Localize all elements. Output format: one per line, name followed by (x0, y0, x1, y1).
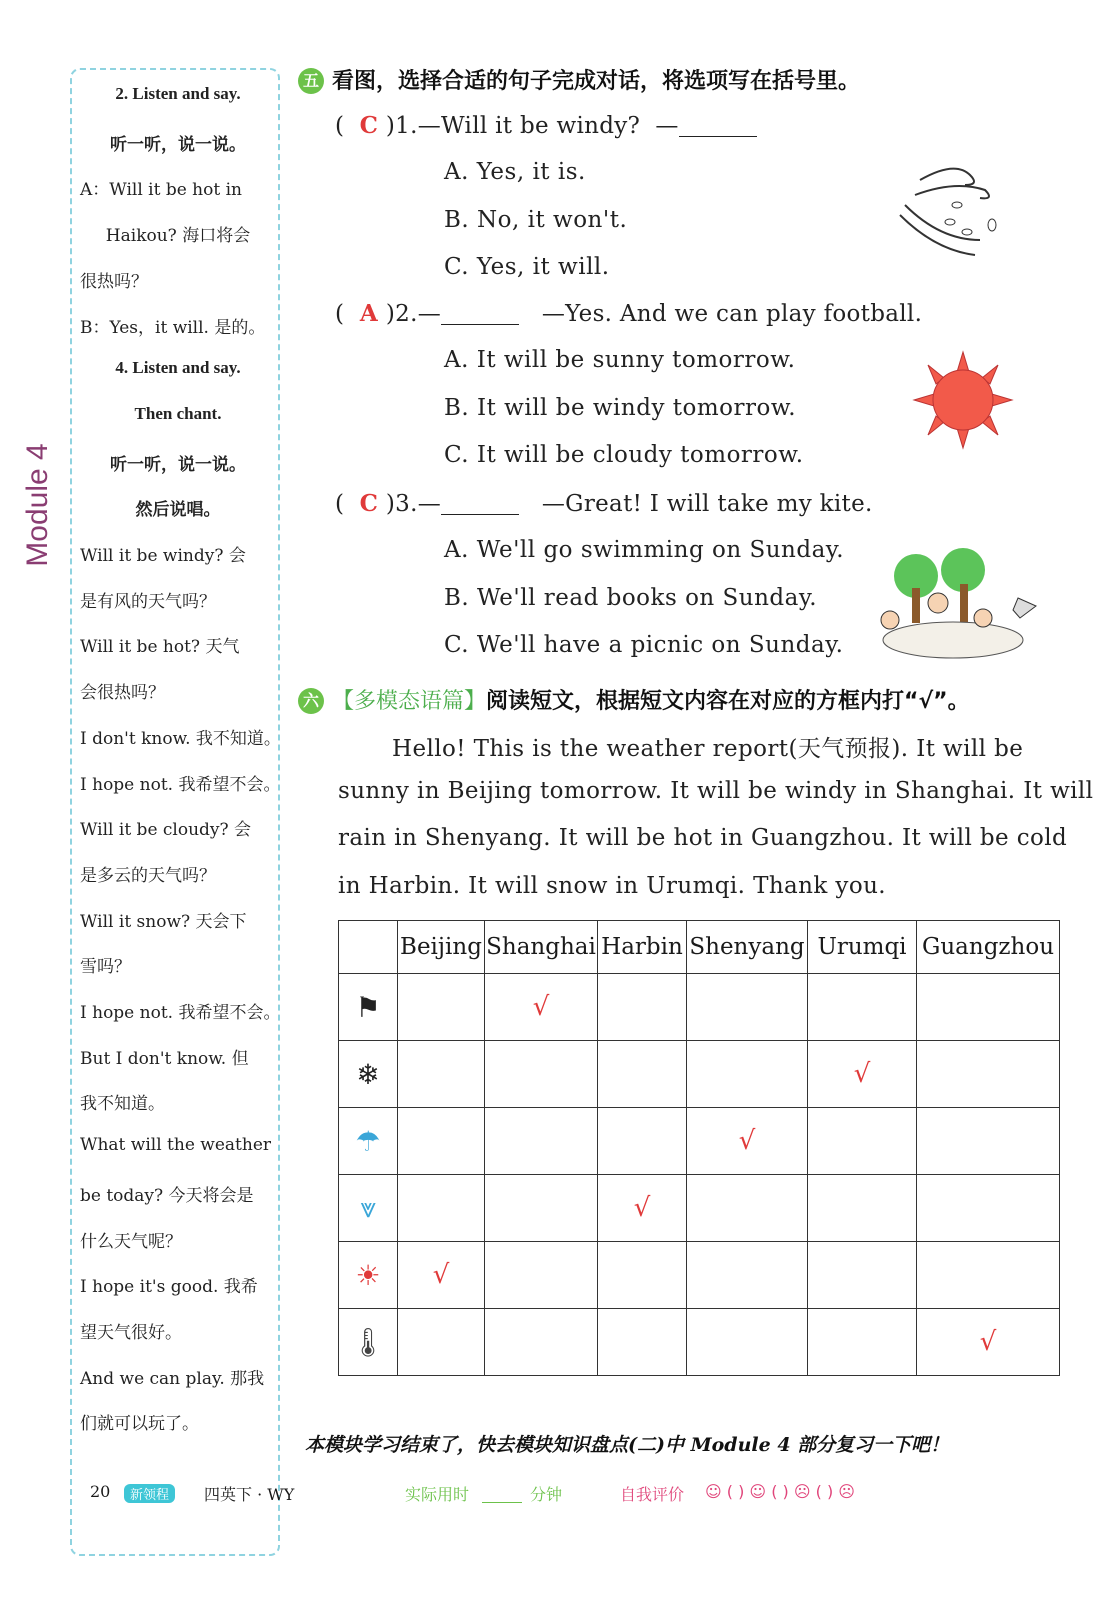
section6-badge: 六 (298, 688, 324, 714)
table-header-row (339, 921, 1060, 974)
page-number: 20 (90, 1482, 111, 1501)
sidebar-line: 2. Listen and say. (115, 84, 241, 103)
sidebar-notes (70, 68, 280, 1556)
tick-mark: √ (633, 1193, 651, 1223)
answer-box[interactable] (598, 1041, 687, 1108)
column-header: Guangzhou (917, 921, 1060, 974)
table-row (339, 1108, 1060, 1175)
question-3: ( C )3.— —Great! I will take my kite. (335, 490, 873, 517)
table-row (339, 1175, 1060, 1242)
sidebar-line: 很热吗？ (80, 271, 148, 292)
answer-box[interactable] (917, 1309, 1060, 1376)
brand-logo: 新领程 (124, 1484, 175, 1503)
passage-line: rain in Shenyang. It will be hot in Guangzhou. It will be cold (338, 825, 1068, 851)
answer-box[interactable] (808, 1242, 917, 1309)
time-blank[interactable] (482, 1488, 522, 1503)
option-b: B. It will be windy tomorrow. (444, 394, 797, 421)
question-prompt: —Will it be windy? (417, 113, 641, 139)
answer-box[interactable] (485, 1242, 598, 1309)
sidebar-line: What will the weather (80, 1135, 272, 1156)
answer-box[interactable] (808, 1041, 917, 1108)
sun-picture (912, 350, 1014, 450)
sidebar-line: 听一听，说一说。 (110, 454, 246, 474)
option-a: A. It will be sunny tomorrow. (444, 347, 796, 373)
tick-mark: √ (738, 1126, 756, 1156)
tick-mark: √ (853, 1059, 871, 1089)
answer-box[interactable] (398, 1041, 485, 1108)
windy-icon: ⚑ (355, 990, 381, 1024)
answer-3[interactable]: C (359, 490, 379, 517)
answer-box[interactable] (485, 974, 598, 1041)
table-corner (339, 921, 398, 974)
answer-box[interactable] (485, 1041, 598, 1108)
section6-title: 阅读短文，根据短文内容在对应的方框内打“√”。 (486, 689, 970, 714)
answer-box[interactable] (687, 974, 808, 1041)
sidebar-line: Will it be hot? 天气 (80, 637, 240, 658)
sidebar-line: 什么天气呢？ (80, 1231, 182, 1252)
answer-box[interactable] (485, 1108, 598, 1175)
answer-box[interactable] (598, 1175, 687, 1242)
answer-box[interactable] (917, 1041, 1060, 1108)
answer-box[interactable] (598, 974, 687, 1041)
table-row (339, 1309, 1060, 1376)
option-a: A. Yes, it is. (444, 159, 586, 185)
answer-box[interactable] (808, 1309, 917, 1376)
answer-box[interactable] (917, 974, 1060, 1041)
answer-1[interactable]: C (359, 112, 379, 139)
answer-box[interactable] (917, 1108, 1060, 1175)
wind-picture (895, 160, 1005, 265)
sidebar-line: And we can play. 那我 (80, 1368, 265, 1389)
time-label: 实际用时 (405, 1485, 470, 1504)
module-label: Module 4 (21, 443, 54, 567)
section6-tag: 【多模态语篇】 (332, 689, 487, 714)
answer-box[interactable] (917, 1242, 1060, 1309)
sidebar-line: 望天气很好。 (80, 1322, 182, 1343)
self-eval-label: 自我评价 (620, 1485, 685, 1504)
answer-box[interactable] (687, 1041, 808, 1108)
weather-icon-cell (339, 1242, 398, 1309)
rain-icon: ☂ (355, 1124, 381, 1158)
sidebar-line: Will it snow? 天会下 (80, 911, 247, 932)
answer-box[interactable] (398, 1108, 485, 1175)
answer-box[interactable] (485, 1175, 598, 1242)
sidebar-line: But I don't know. 但 (80, 1048, 249, 1069)
option-b: B. No, it won't. (444, 206, 628, 233)
answer-box[interactable] (398, 1242, 485, 1309)
tick-mark: √ (979, 1327, 997, 1357)
option-a: A. We'll go swimming on Sunday. (444, 537, 845, 563)
sidebar-line: A：Will it be hot in (80, 180, 242, 201)
sidebar-line: I hope not. 我希望不会。 (80, 1003, 281, 1023)
answer-box[interactable] (687, 1242, 808, 1309)
sidebar-line: Will it be windy? 会 (80, 546, 246, 566)
sidebar-line: I don't know. 我不知道。 (80, 728, 281, 749)
answer-box[interactable] (398, 974, 485, 1041)
answer-box[interactable] (808, 974, 917, 1041)
sidebar-line: 听一听，说一说。 (110, 134, 246, 154)
self-eval-faces[interactable]: ☺ ( ) ☺ ( ) ☹ ( ) ☹ (705, 1482, 855, 1501)
question-number: )1. (385, 113, 418, 139)
option-c: C. Yes, it will. (444, 254, 610, 280)
answer-box[interactable] (398, 1309, 485, 1376)
cold-icon: ⩔ (360, 1191, 376, 1224)
question-prompt: —Yes. And we can play football. (541, 301, 923, 327)
option-b: B. We'll read books on Sunday. (444, 584, 818, 611)
option-c: C. We'll have a picnic on Sunday. (444, 632, 844, 658)
sidebar-line: 们就可以玩了。 (80, 1414, 199, 1435)
sidebar-line: 是有风的天气吗？ (80, 591, 216, 612)
hot-thermometer-icon: 🌡 (350, 1325, 386, 1359)
column-header: Shanghai (485, 921, 598, 974)
answer-blank[interactable] (441, 492, 519, 515)
sidebar-line: Will it be cloudy? 会 (80, 820, 252, 841)
question-2: ( A )2.— —Yes. And we can play football. (335, 300, 923, 327)
table-row (339, 974, 1060, 1041)
answer-blank[interactable] (441, 302, 519, 325)
sidebar-line: be today? 今天将会是 (80, 1185, 254, 1206)
answer-box[interactable] (808, 1108, 917, 1175)
passage-line: in Harbin. It will snow in Urumqi. Thank you. (338, 872, 886, 899)
weather-icon-cell (339, 1108, 398, 1175)
sidebar-line: 4. Listen and say. (115, 358, 241, 378)
table-row (339, 1242, 1060, 1309)
weather-icon-cell (339, 1309, 398, 1376)
column-header: Urumqi (808, 921, 917, 974)
answer-box[interactable] (598, 1309, 687, 1376)
sunny-icon: ☀ (355, 1258, 381, 1292)
sidebar-line: Then chant. (134, 403, 222, 423)
answer-box[interactable] (687, 1309, 808, 1376)
question-number: )3. (385, 491, 418, 517)
passage-line: sunny in Beijing tomorrow. It will be windy in Shanghai. It will (338, 777, 1094, 804)
table-body (339, 974, 1060, 1376)
answer-box[interactable] (485, 1309, 598, 1376)
column-header: Beijing (398, 921, 485, 974)
sidebar-line: B：Yes，it will. 是的。 (80, 317, 266, 338)
sidebar-line: 是多云的天气吗？ (80, 865, 216, 886)
answer-2[interactable]: A (359, 300, 378, 327)
weather-table (338, 920, 1060, 1376)
answer-box[interactable] (598, 1242, 687, 1309)
time-unit: 分钟 (530, 1485, 563, 1504)
section6-header (298, 684, 970, 715)
tick-mark: √ (532, 992, 550, 1022)
weather-icon-cell (339, 974, 398, 1041)
edition-label: 四英下 · WY (204, 1485, 295, 1504)
picnic-picture (868, 548, 1043, 663)
section5-title: 看图，选择合适的句子完成对话，将选项写在括号里。 (332, 69, 861, 94)
sidebar-line: 雪吗？ (80, 957, 131, 978)
column-header: Harbin (598, 921, 687, 974)
column-header: Shenyang (687, 921, 808, 974)
section5-badge: 五 (298, 68, 324, 94)
answer-box[interactable] (917, 1175, 1060, 1242)
end-note: 本模块学习结束了，快去模块知识盘点(二)中 Module 4 部分复习一下吧！ (305, 1434, 950, 1456)
question-number: )2. (385, 301, 418, 327)
sidebar-line: 我不知道。 (80, 1094, 165, 1115)
tick-mark: √ (432, 1260, 450, 1290)
weather-icon-cell (339, 1175, 398, 1242)
answer-blank[interactable] (679, 114, 757, 137)
question-1: ( C )1.—Will it be windy? — (335, 112, 757, 139)
question-prompt: —Great! I will take my kite. (541, 491, 873, 517)
sidebar-line: I hope not. 我希望不会。 (80, 774, 281, 795)
snow-icon: ❄ (356, 1057, 380, 1091)
section5-header (298, 64, 860, 95)
option-c: C. It will be cloudy tomorrow. (444, 442, 804, 468)
passage-line: Hello! This is the weather report(天气预报). It will be (392, 736, 1024, 762)
answer-box[interactable] (398, 1175, 485, 1242)
answer-box[interactable] (687, 1175, 808, 1242)
answer-box[interactable] (687, 1108, 808, 1175)
sidebar-line: I hope it's good. 我希 (80, 1277, 258, 1298)
answer-box[interactable] (808, 1175, 917, 1242)
weather-icon-cell (339, 1041, 398, 1108)
sidebar-line: Haikou? 海口将会 (105, 226, 251, 247)
table-row (339, 1041, 1060, 1108)
sidebar-line: 然后说唱。 (135, 500, 221, 520)
sidebar-line: 会很热吗？ (80, 683, 165, 704)
answer-box[interactable] (598, 1108, 687, 1175)
